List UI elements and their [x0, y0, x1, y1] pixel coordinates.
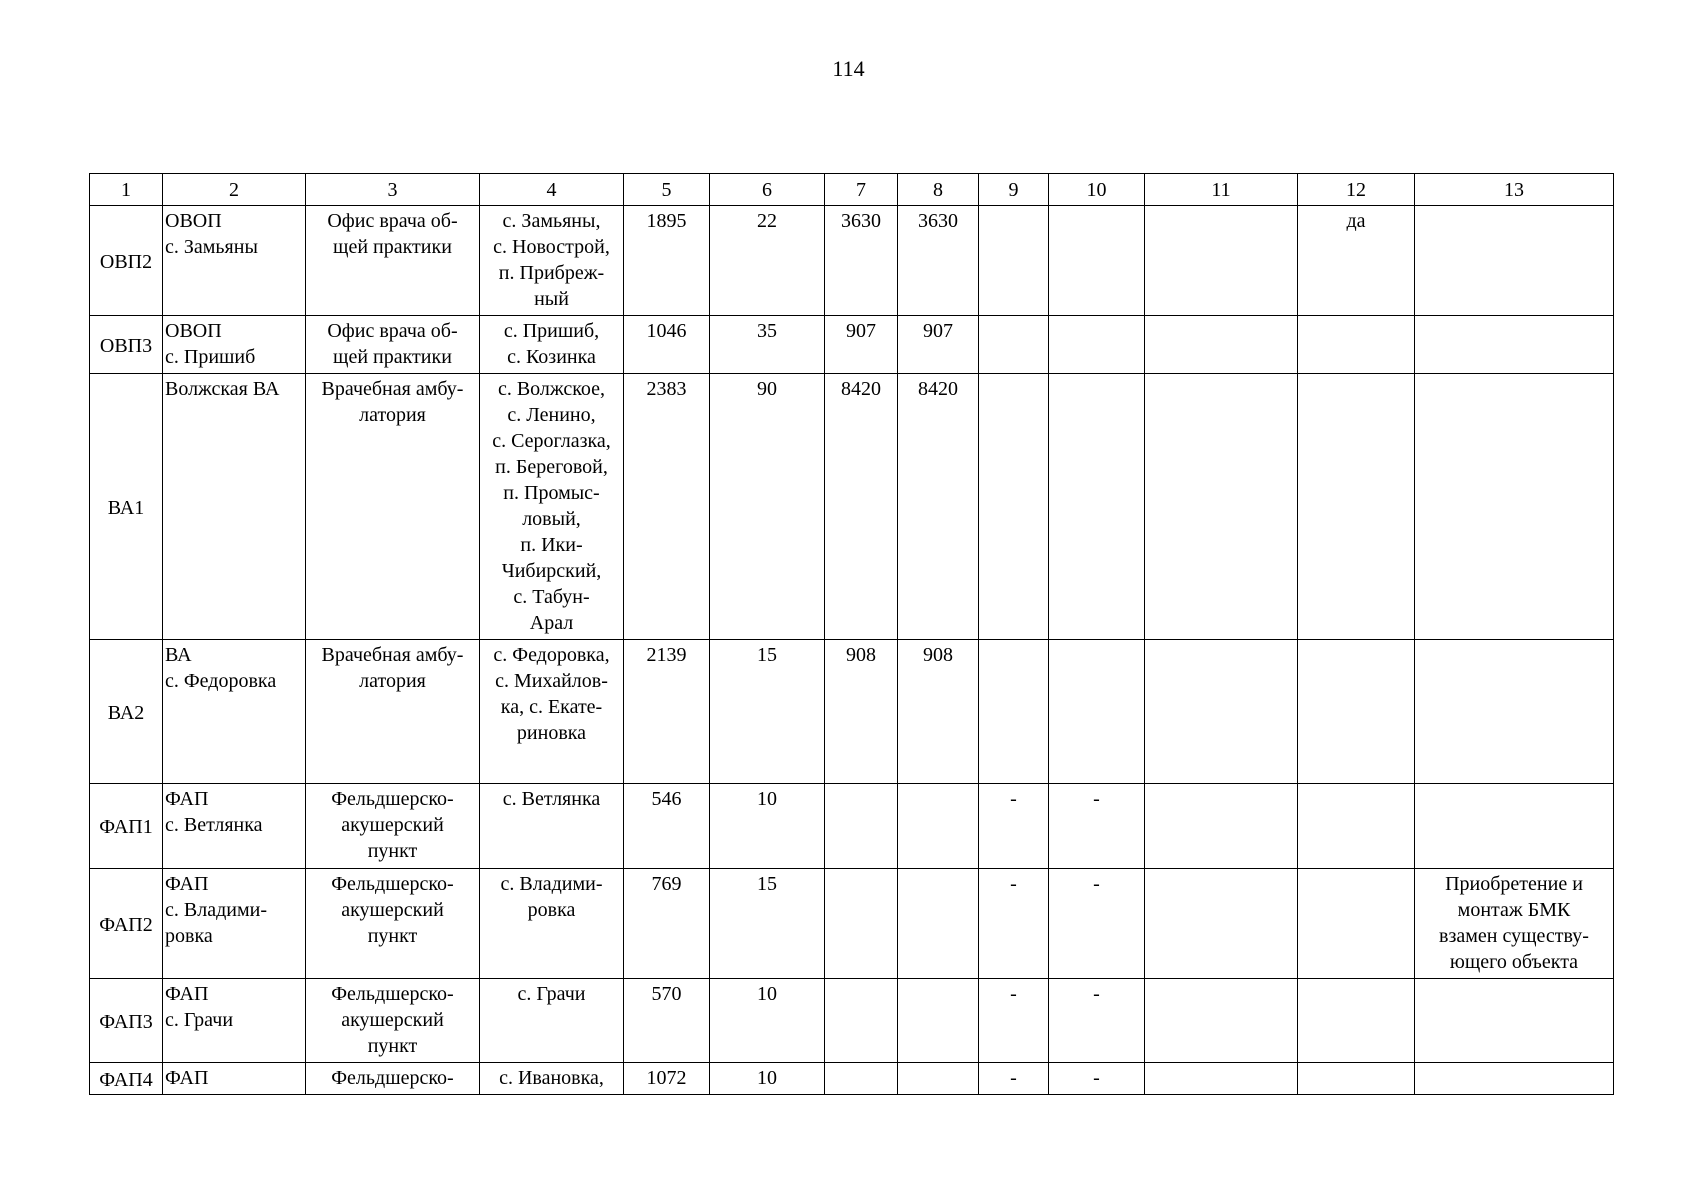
note [1415, 374, 1614, 640]
value-c5: 2139 [624, 640, 710, 784]
cell-line: Врачебная амбу- [321, 378, 464, 400]
header-cell: 11 [1145, 174, 1298, 206]
header-cell: 5 [624, 174, 710, 206]
header-cell: 3 [306, 174, 480, 206]
cell-line: с. Табун- [513, 586, 590, 608]
value-c7: 8420 [825, 374, 898, 640]
cell-line: щей практики [333, 236, 452, 258]
cell-line: Фельдшерско- [331, 1067, 454, 1089]
value-c12 [1298, 374, 1415, 640]
table-row [90, 1063, 1614, 1095]
header-cell: 4 [480, 174, 624, 206]
cell-line: с. Козинка [507, 346, 596, 368]
facility-type [306, 640, 480, 784]
value-c6: 15 [710, 640, 825, 784]
value-c5: 1046 [624, 316, 710, 374]
facility-type [306, 374, 480, 640]
note [1415, 1063, 1614, 1095]
cell-line: п. Прибреж- [498, 262, 605, 284]
facility-type [306, 206, 480, 316]
value-c10: - [1049, 1063, 1145, 1095]
cell-line: Фельдшерско- [331, 788, 454, 810]
cell-line: акушерский [341, 814, 444, 836]
facility-code: ФАП2 [90, 869, 163, 979]
header-cell: 2 [163, 174, 306, 206]
cell-line: с. Федоровка, [493, 644, 610, 666]
cell-line: монтаж БМК [1457, 899, 1571, 921]
cell-line: с. Ленино, [507, 404, 596, 426]
cell-line: с. Сероглазка, [492, 430, 611, 452]
cell-line: с. Ивановка, [499, 1067, 604, 1089]
value-c9: - [979, 784, 1049, 869]
served-settlements [480, 316, 624, 374]
value-c12: да [1298, 206, 1415, 316]
value-c10: - [1049, 784, 1145, 869]
cell-line: с. Пришиб, [503, 320, 600, 342]
served-settlements [480, 784, 624, 869]
facility-name [163, 316, 306, 374]
value-c5: 546 [624, 784, 710, 869]
cell-line: п. Промыс- [503, 482, 600, 504]
value-c11 [1145, 640, 1298, 784]
value-c11 [1145, 206, 1298, 316]
note [1415, 784, 1614, 869]
header-cell: 1 [90, 174, 163, 206]
facility-name [163, 206, 306, 316]
cell-line: с. Ветлянка [502, 788, 601, 810]
facility-name [163, 374, 306, 640]
cell-line: ющего объекта [1449, 951, 1579, 973]
table-row [90, 979, 1614, 1063]
header-row [90, 174, 1614, 206]
value-c7: 907 [825, 316, 898, 374]
value-c8 [898, 979, 979, 1063]
value-c9 [979, 316, 1049, 374]
value-c12 [1298, 979, 1415, 1063]
header-cell: 12 [1298, 174, 1415, 206]
served-settlements [480, 979, 624, 1063]
facility-type [306, 869, 480, 979]
value-c5: 1895 [624, 206, 710, 316]
table-row [90, 316, 1614, 374]
note [1415, 979, 1614, 1063]
facility-code: ВА2 [90, 640, 163, 784]
served-settlements [480, 869, 624, 979]
value-c10: - [1049, 979, 1145, 1063]
served-settlements [480, 374, 624, 640]
value-c5: 2383 [624, 374, 710, 640]
facility-name [163, 640, 306, 784]
value-c6: 10 [710, 1063, 825, 1095]
value-c5: 769 [624, 869, 710, 979]
facilities-table [89, 173, 1614, 1095]
cell-line: ВА [165, 644, 192, 666]
cell-line: пункт [367, 925, 418, 947]
facility-type [306, 1063, 480, 1095]
facility-code: ФАП1 [90, 784, 163, 869]
value-c8: 8420 [898, 374, 979, 640]
value-c8 [898, 784, 979, 869]
cell-line: ОВОП [165, 210, 222, 232]
value-c8: 3630 [898, 206, 979, 316]
cell-line: с. Волжское, [497, 378, 606, 400]
served-settlements [480, 1063, 624, 1095]
note [1415, 640, 1614, 784]
value-c9 [979, 206, 1049, 316]
value-c10 [1049, 206, 1145, 316]
table-row [90, 640, 1614, 784]
value-c12 [1298, 1063, 1415, 1095]
value-c7: 3630 [825, 206, 898, 316]
cell-line: с. Замьяны, [502, 210, 601, 232]
cell-line: с. Федоровка [165, 670, 277, 692]
value-c7 [825, 979, 898, 1063]
cell-line: латория [359, 670, 426, 692]
value-c6: 10 [710, 979, 825, 1063]
served-settlements [480, 640, 624, 784]
facility-name [163, 784, 306, 869]
facility-type [306, 784, 480, 869]
cell-line: ФАП [165, 873, 209, 895]
header-cell: 6 [710, 174, 825, 206]
value-c6: 22 [710, 206, 825, 316]
cell-line: с. Ветлянка [165, 814, 263, 836]
facility-type [306, 316, 480, 374]
value-c6: 15 [710, 869, 825, 979]
cell-line: Фельдшерско- [331, 873, 454, 895]
value-c10 [1049, 640, 1145, 784]
value-c9: - [979, 869, 1049, 979]
cell-line: ровка [165, 925, 213, 947]
facility-type [306, 979, 480, 1063]
value-c12 [1298, 640, 1415, 784]
cell-line: с. Владими- [165, 899, 267, 921]
value-c8: 908 [898, 640, 979, 784]
cell-line: с. Новострой, [493, 236, 610, 258]
value-c9 [979, 640, 1049, 784]
cell-line: с. Замьяны [165, 236, 258, 258]
cell-line: ФАП [165, 788, 209, 810]
note [1415, 316, 1614, 374]
value-c10 [1049, 374, 1145, 640]
cell-line: п. Ики- [520, 534, 583, 556]
cell-line: риновка [516, 722, 587, 744]
facility-code: ФАП4 [90, 1063, 163, 1095]
table-row [90, 374, 1614, 640]
value-c12 [1298, 316, 1415, 374]
served-settlements [480, 206, 624, 316]
value-c7: 908 [825, 640, 898, 784]
table-row [90, 869, 1614, 979]
cell-line: п. Береговой, [495, 456, 608, 478]
facility-code: ФАП3 [90, 979, 163, 1063]
cell-line: пункт [367, 840, 418, 862]
value-c9 [979, 374, 1049, 640]
cell-line: ный [534, 288, 569, 310]
cell-line: Арал [529, 612, 574, 634]
value-c11 [1145, 869, 1298, 979]
cell-line: Фельдшерско- [331, 983, 454, 1005]
cell-line: щей практики [333, 346, 452, 368]
value-c11 [1145, 316, 1298, 374]
facility-name [163, 1063, 306, 1095]
table-row [90, 206, 1614, 316]
cell-line: с. Грачи [165, 1009, 234, 1031]
cell-line: пункт [367, 1035, 418, 1057]
cell-line: Приобретение и [1445, 873, 1583, 895]
value-c12 [1298, 869, 1415, 979]
facility-code: ОВП2 [90, 206, 163, 316]
value-c5: 570 [624, 979, 710, 1063]
cell-line: акушерский [341, 899, 444, 921]
value-c11 [1145, 979, 1298, 1063]
cell-line: ФАП [165, 983, 209, 1005]
value-c7 [825, 869, 898, 979]
note [1415, 869, 1614, 979]
header-cell: 13 [1415, 174, 1614, 206]
cell-line: Чибирский, [501, 560, 602, 582]
value-c7 [825, 1063, 898, 1095]
cell-line: ловый, [522, 508, 581, 530]
cell-line: взамен существу- [1439, 925, 1589, 947]
header-cell: 9 [979, 174, 1049, 206]
value-c12 [1298, 784, 1415, 869]
value-c6: 35 [710, 316, 825, 374]
header-cell: 8 [898, 174, 979, 206]
cell-line: акушерский [341, 1009, 444, 1031]
cell-line: ОВОП [165, 320, 222, 342]
value-c9: - [979, 979, 1049, 1063]
value-c11 [1145, 1063, 1298, 1095]
cell-line: с. Грачи [517, 983, 586, 1005]
value-c6: 90 [710, 374, 825, 640]
cell-line: Врачебная амбу- [321, 644, 464, 666]
note [1415, 206, 1614, 316]
cell-line: ФАП [165, 1067, 209, 1089]
cell-line: с. Михайлов- [495, 670, 608, 692]
header-cell: 10 [1049, 174, 1145, 206]
value-c10 [1049, 316, 1145, 374]
page-number: 114 [832, 56, 865, 81]
cell-line: ка, с. Екате- [500, 696, 603, 718]
cell-line: Волжская ВА [165, 378, 280, 400]
value-c8 [898, 1063, 979, 1095]
value-c9: - [979, 1063, 1049, 1095]
cell-line: ровка [527, 899, 576, 921]
header-cell: 7 [825, 174, 898, 206]
facility-name [163, 979, 306, 1063]
cell-line: с. Пришиб [165, 346, 256, 368]
cell-line: латория [359, 404, 426, 426]
value-c10: - [1049, 869, 1145, 979]
cell-line: Офис врача об- [327, 210, 458, 232]
facility-code: ВА1 [90, 374, 163, 640]
value-c11 [1145, 784, 1298, 869]
cell-line: с. Владими- [500, 873, 603, 895]
value-c7 [825, 784, 898, 869]
value-c5: 1072 [624, 1063, 710, 1095]
value-c8: 907 [898, 316, 979, 374]
table-row [90, 784, 1614, 869]
facility-name [163, 869, 306, 979]
facility-code: ОВП3 [90, 316, 163, 374]
value-c11 [1145, 374, 1298, 640]
value-c8 [898, 869, 979, 979]
value-c6: 10 [710, 784, 825, 869]
cell-line: Офис врача об- [327, 320, 458, 342]
